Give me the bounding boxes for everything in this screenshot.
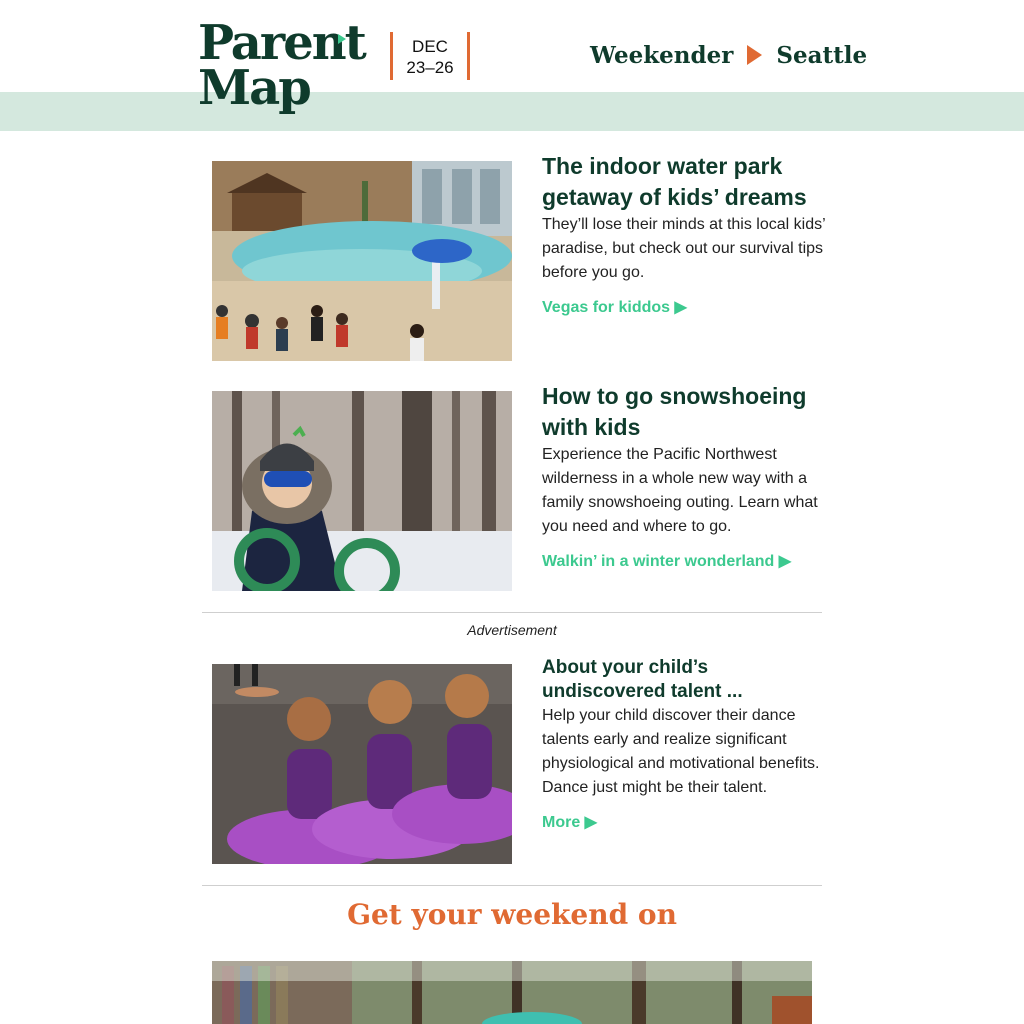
playground-photo[interactable]	[212, 961, 812, 1024]
newsletter-name: Weekender	[590, 41, 734, 69]
dance-photo[interactable]	[212, 664, 512, 864]
article-snowshoeing	[212, 383, 824, 591]
email-header	[0, 0, 1024, 92]
newsletter-title	[590, 38, 867, 72]
ad-dance	[212, 657, 824, 864]
ad-description: Help your child discover their dance talents early and realize significant physiological and motivational benefits. Dance just might be their talent.	[542, 707, 820, 796]
article-title[interactable]: The indoor water park getaway of kids’ dreams	[542, 153, 807, 210]
article-waterpark	[212, 153, 826, 361]
parentmap-logo[interactable]: Parent Map	[198, 15, 365, 116]
advertisement-label: Advertisement	[467, 622, 557, 638]
article-description: Experience the Pacific Northwest wilderness in a whole new way with a family snowshoeing outing. Learn what you need and where to go.	[542, 446, 818, 535]
header-band	[0, 92, 1024, 131]
ad-link[interactable]: More ▶	[542, 814, 597, 831]
ad-title[interactable]: About your child’s undiscovered talent ...	[542, 657, 743, 702]
divider	[202, 885, 822, 886]
article-link[interactable]: Walkin’ in a winter wonderland ▶	[542, 553, 792, 570]
snowshoeing-photo[interactable]	[212, 391, 512, 591]
waterpark-photo[interactable]	[212, 161, 512, 361]
play-arrow-icon	[747, 45, 762, 65]
section-heading: Get your weekend on	[347, 898, 677, 931]
article-description: They’ll lose their minds at this local kids’ paradise, but check out our survival tips before you go.	[542, 216, 826, 281]
logo-triangle-icon	[338, 34, 346, 44]
article-title[interactable]: How to go snowshoeing with kids	[542, 383, 807, 440]
divider	[202, 612, 822, 613]
issue-date-month: DEC	[412, 37, 448, 56]
newsletter-city: Seattle	[776, 41, 868, 69]
issue-date-range: 23–26	[406, 58, 454, 77]
article-link[interactable]: Vegas for kiddos ▶	[542, 299, 687, 316]
issue-date	[390, 32, 470, 80]
